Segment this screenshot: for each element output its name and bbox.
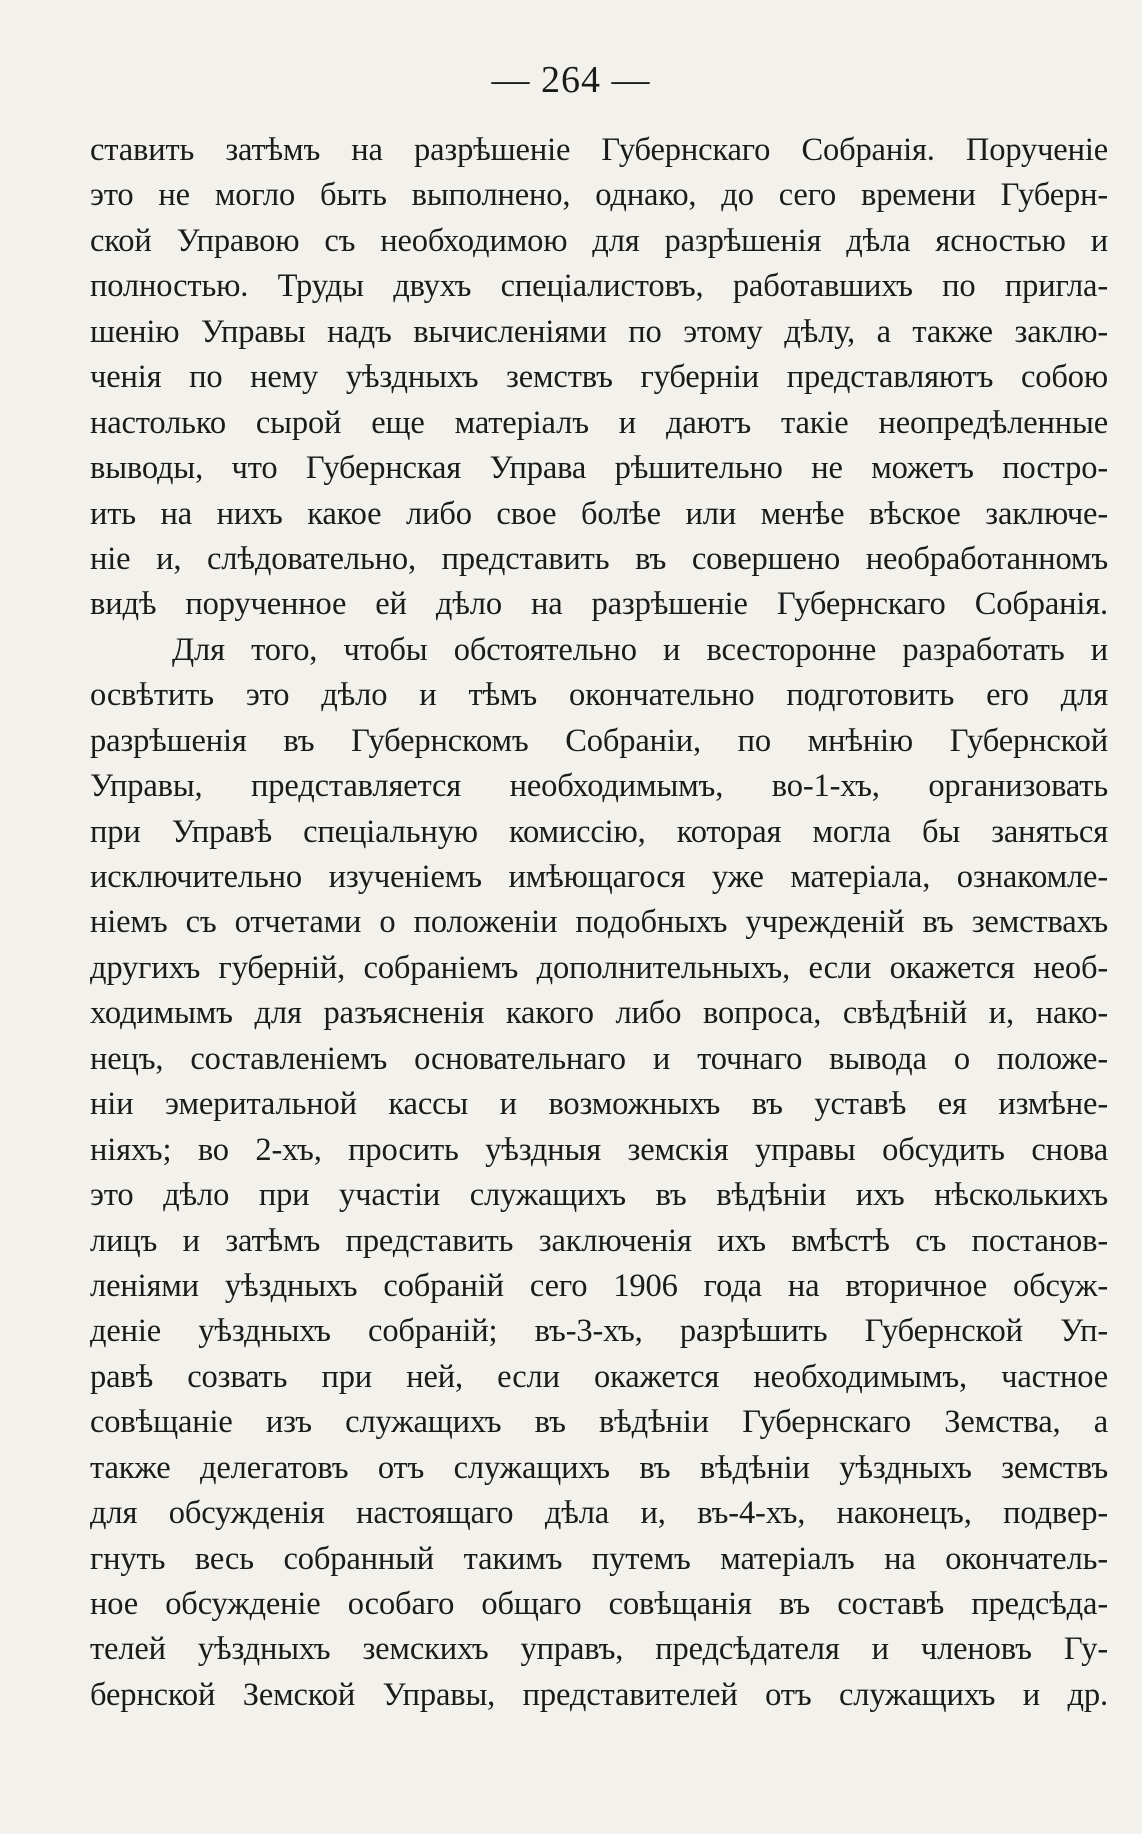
text-line: ніяхъ; во 2-хъ, просить уѣздныя земскія управы обсудить снова xyxy=(90,1131,1108,1168)
text-line: ходимымъ для разъясненія какого либо вопроса, свѣдѣній и, нако- xyxy=(90,995,1108,1032)
text-line: при Управѣ спеціальную комиссію, которая могла бы заняться xyxy=(90,813,1108,850)
text-line: видѣ порученное ей дѣло на разрѣшеніе Губернскаго Собранія. xyxy=(90,586,1108,623)
text-line: лицъ и затѣмъ представить заключенія ихъ вмѣстѣ съ постанов- xyxy=(90,1222,1108,1259)
page-number: — 264 — xyxy=(491,59,651,101)
text-line: совѣщаніе изъ служащихъ въ вѣдѣніи Губернскаго Земства, а xyxy=(90,1404,1108,1441)
text-line: ніемъ съ отчетами о положеніи подобныхъ учрежденій въ земствахъ xyxy=(90,904,1108,941)
text-line: ніе и, слѣдовательно, представить въ совершено необработанномъ xyxy=(90,540,1108,577)
body-text xyxy=(90,128,1108,1718)
text-line: ніи эмеритальной кассы и возможныхъ въ уставѣ ея измѣне- xyxy=(90,1086,1108,1123)
text-line: Управы, представляется необходимымъ, во-1-хъ, организовать xyxy=(90,768,1108,805)
text-line: выводы, что Губернская Управа рѣшительно не можетъ постро- xyxy=(90,450,1108,487)
text-line: разрѣшенія въ Губернскомъ Собраніи, по мнѣнію Губернской xyxy=(90,722,1108,759)
text-line: ченія по нему уѣздныхъ земствъ губерніи представляютъ собою xyxy=(90,359,1108,396)
text-line: телей уѣздныхъ земскихъ управъ, предсѣдателя и членовъ Гу- xyxy=(90,1631,1108,1668)
text-line: настолько сырой еще матеріалъ и даютъ такіе неопредѣленные xyxy=(90,404,1108,441)
text-line: нецъ, составленіемъ основательнаго и точнаго вывода о положе- xyxy=(90,1040,1108,1077)
text-line: равѣ созвать при ней, если окажется необходимымъ, частное xyxy=(90,1358,1108,1395)
text-line: леніями уѣздныхъ собраній сего 1906 года на вторичное обсуж- xyxy=(90,1267,1108,1304)
paragraph-2 xyxy=(90,628,1108,1719)
text-line: это дѣло при участіи служащихъ въ вѣдѣніи ихъ нѣсколькихъ xyxy=(90,1177,1108,1214)
text-line: ное обсужденіе особаго общаго совѣщанія въ составѣ предсѣда- xyxy=(90,1586,1108,1622)
text-line: бернской Земской Управы, представителей отъ служащихъ и др. xyxy=(90,1676,1108,1713)
text-line: гнуть весь собранный такимъ путемъ матеріалъ на окончатель- xyxy=(90,1540,1108,1577)
text-line: исключительно изученіемъ имѣющагося уже матеріала, ознакомле- xyxy=(90,859,1108,895)
paragraph-1 xyxy=(90,128,1108,628)
text-line: ить на нихъ какое либо свое болѣе или менѣе вѣское заключе- xyxy=(90,495,1108,532)
text-line: освѣтить это дѣло и тѣмъ окончательно подготовить его для xyxy=(90,677,1108,714)
text-line: шенію Управы надъ вычисленіями по этому дѣлу, а также заклю- xyxy=(90,313,1108,350)
text-line: ставить затѣмъ на разрѣшеніе Губернскаго Собранія. Порученіе xyxy=(90,132,1108,168)
text-line: полностью. Труды двухъ спеціалистовъ, работавшихъ по пригла- xyxy=(90,268,1108,305)
text-line: это не могло быть выполнено, однако, до сего времени Губерн- xyxy=(90,177,1108,214)
text-line: для обсужденія настоящаго дѣла и, въ-4-хъ, наконецъ, подвер- xyxy=(90,1495,1108,1532)
text-line: ской Управою съ необходимою для разрѣшенія дѣла ясностью и xyxy=(90,222,1108,259)
text-line: также делегатовъ отъ служащихъ въ вѣдѣніи уѣздныхъ земствъ xyxy=(90,1449,1108,1486)
text-line: другихъ губерній, собраніемъ дополнительныхъ, если окажется необ- xyxy=(90,949,1108,986)
text-line: Для того, чтобы обстоятельно и всесторонне разработать и xyxy=(172,631,1108,668)
text-line: деніе уѣздныхъ собраній; въ-3-хъ, разрѣшить Губернской Уп- xyxy=(90,1313,1108,1350)
